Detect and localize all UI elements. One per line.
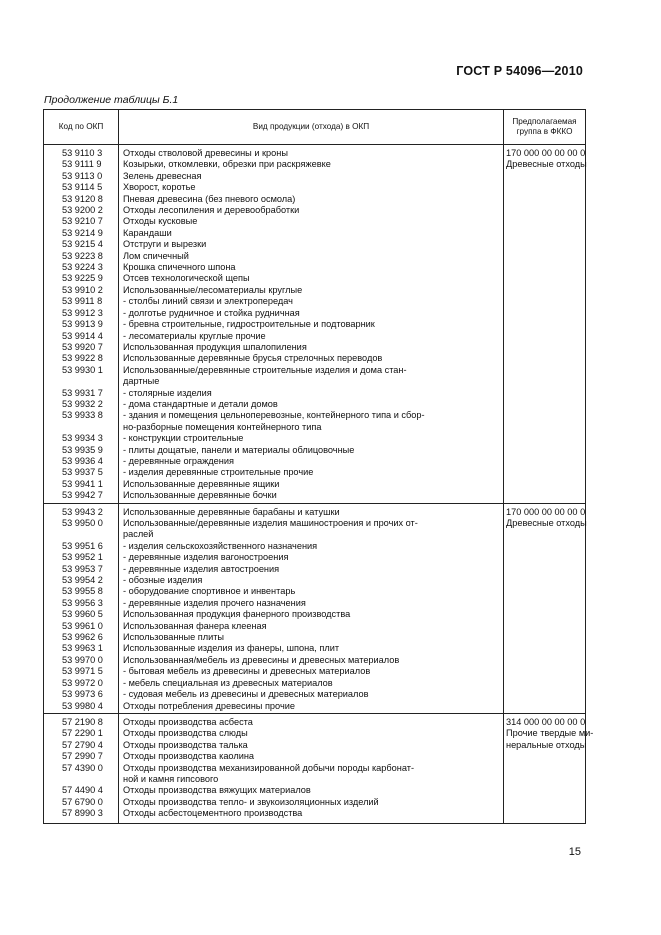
- cell-line: 53 9912 3: [62, 307, 103, 318]
- cell-line: Отсев технологической щепы: [123, 273, 250, 284]
- cell-line: 57 2790 4: [62, 739, 103, 750]
- cell-line: 53 9200 2: [62, 205, 103, 216]
- cell-line: 53 9110 3: [62, 148, 103, 158]
- cell-line: 57 4490 4: [62, 785, 103, 796]
- cell-line: - изделия сельскохозяйственного назначения: [123, 540, 318, 551]
- okp-table: [43, 109, 594, 824]
- cell-line: - изделия деревянные строительные прочие: [123, 467, 314, 478]
- cell-line: 53 9922 8: [62, 353, 103, 364]
- cell-line: Отходы производства талька: [123, 739, 248, 750]
- table-caption: Продолжение таблицы Б.1: [44, 94, 179, 106]
- cell-line: Древесные отходы: [506, 159, 587, 170]
- cell-line: Отходы производства каолина: [123, 751, 255, 762]
- cell-line: 53 9936 4: [62, 455, 103, 466]
- cell-line: но-разборные помещения контейнерного типа: [123, 421, 322, 432]
- cell-line: Хворост, коротье: [123, 182, 196, 193]
- cell-line: 53 9961 0: [62, 620, 103, 631]
- cell-line: - деревянные изделия прочего назначения: [123, 597, 306, 608]
- cell-line: - дома стандартные и детали домов: [123, 398, 278, 409]
- cell-line: - здания и помещения цельноперевозные, контейнерного типа и сбор-: [123, 410, 425, 421]
- table-row: [44, 713, 586, 823]
- cell-line: Использованные деревянные брусья стрелочных переводов: [123, 353, 383, 364]
- cell-line: Использованные/деревянные изделия машиностроения и прочих от-: [123, 518, 418, 528]
- cell-line: - столярные изделия: [123, 387, 212, 398]
- cell-line: 53 9931 7: [62, 387, 103, 398]
- cell-line: Отструги и вырезки: [123, 239, 207, 250]
- code-cell: [44, 503, 119, 713]
- cell-line: Карандаши: [123, 227, 172, 238]
- cell-line: Отходы производства слюды: [123, 728, 248, 739]
- cell-line: Зелень древесная: [123, 170, 202, 181]
- cell-line: 53 9120 8: [62, 193, 103, 204]
- table-group-3: [44, 713, 594, 823]
- cell-line: Использованная фанера клееная: [123, 620, 267, 631]
- cell-line: - долготье рудничное и стойка рудничная: [123, 307, 300, 318]
- cell-line: Использованные/лесоматериалы круглые: [123, 284, 303, 295]
- cell-line: 57 8990 3: [62, 808, 103, 819]
- cell-line: 53 9973 6: [62, 689, 103, 700]
- cell-line: 53 9214 9: [62, 227, 103, 238]
- cell-line: Использованная продукция фанерного производства: [123, 609, 351, 620]
- cell-line: - бытовая мебель из древесины и древесных материалов: [123, 666, 371, 677]
- page-number: 15: [568, 846, 581, 858]
- cell-line: - плиты дощатые, панели и материалы облицовочные: [123, 444, 355, 455]
- cell-line: Отходы потребления древесины прочие: [123, 700, 295, 711]
- cell-line: 53 9932 2: [62, 398, 103, 409]
- cell-line: Использованные деревянные ящики: [123, 478, 280, 489]
- cell-line: Лом спичечный: [123, 250, 189, 261]
- code-cell: [44, 145, 119, 504]
- cell-line: Пневая древесина (без пневого осмола): [123, 193, 296, 204]
- header-group: Предполагаемая группа в ФККО: [504, 110, 586, 145]
- table-header-row: [44, 110, 586, 145]
- cell-line: 53 9930 1: [62, 364, 103, 375]
- cell-line: 53 9225 9: [62, 273, 103, 284]
- cell-line: раслей: [123, 529, 154, 540]
- cell-line: Отходы стволовой древесины и кроны: [123, 148, 288, 158]
- table-group-1: [44, 145, 586, 504]
- cell-line: 53 9972 0: [62, 677, 103, 688]
- header-code: Код по ОКП: [44, 110, 119, 145]
- cell-line: 53 9962 6: [62, 632, 103, 643]
- cell-line: дартные: [123, 376, 160, 387]
- cell-line: - деревянные ограждения: [123, 455, 234, 466]
- cell-line: 53 9955 8: [62, 586, 103, 597]
- header-name: Вид продукции (отхода) в ОКП: [119, 110, 504, 145]
- cell-line: 57 2990 7: [62, 751, 103, 762]
- cell-line: 170 000 00 00 00 0: [506, 148, 586, 158]
- cell-line: 57 6790 0: [62, 796, 103, 807]
- cell-line: - конструкции строительные: [123, 433, 244, 444]
- cell-line: Использованная/мебель из древесины и древесных материалов: [123, 654, 400, 665]
- cell-line: Прочие твердые ми-: [506, 728, 594, 739]
- cell-line: 53 9920 7: [62, 341, 103, 352]
- cell-line: Крошка спичечного шпона: [123, 262, 236, 273]
- cell-line: 53 9910 2: [62, 284, 103, 295]
- fkko-group-cell: [504, 713, 594, 823]
- cell-line: 53 9971 5: [62, 666, 103, 677]
- name-cell: [119, 503, 504, 713]
- cell-line: 53 9952 1: [62, 552, 103, 563]
- cell-line: 53 9223 8: [62, 250, 103, 261]
- table-group-2: [44, 503, 586, 713]
- standard-number: ГОСТ Р 54096—2010: [456, 64, 583, 78]
- cell-line: неральные отходы: [506, 739, 587, 750]
- cell-line: 53 9933 8: [62, 410, 103, 421]
- cell-line: [62, 422, 116, 433]
- cell-line: 57 2290 1: [62, 728, 103, 739]
- cell-line: - лесоматериалы круглые прочие: [123, 330, 266, 341]
- cell-line: Использованные изделия из фанеры, шпона, плит: [123, 643, 340, 654]
- cell-line: Отходы производства асбеста: [123, 716, 253, 727]
- cell-line: - оборудование спортивное и инвентарь: [123, 586, 296, 597]
- cell-line: 53 9950 0: [62, 518, 103, 528]
- cell-line: Отходы асбестоцементного производства: [123, 808, 303, 819]
- table-row: [44, 503, 586, 713]
- cell-line: - судовая мебель из древесины и древесных материалов: [123, 689, 369, 700]
- cell-line: - деревянные изделия вагоностроения: [123, 552, 289, 563]
- cell-line: [62, 529, 116, 540]
- cell-line: 53 9114 5: [62, 182, 103, 193]
- cell-line: 53 9942 7: [62, 490, 103, 501]
- table-row: [44, 145, 586, 504]
- cell-line: 53 9956 3: [62, 597, 103, 608]
- cell-line: 53 9980 4: [62, 700, 103, 711]
- cell-line: Древесные отходы: [506, 518, 587, 528]
- cell-line: Использованная продукция шпалопиления: [123, 341, 307, 352]
- cell-line: 53 9943 2: [62, 506, 103, 517]
- cell-line: [62, 376, 116, 387]
- cell-line: 53 9914 4: [62, 330, 103, 341]
- cell-line: Отходы кусковые: [123, 216, 198, 227]
- cell-line: 53 9953 7: [62, 563, 103, 574]
- cell-line: Отходы производства механизированной добычи породы карбонат-: [123, 762, 415, 773]
- cell-line: [62, 774, 116, 785]
- cell-line: Отходы производства вяжущих материалов: [123, 785, 311, 796]
- cell-line: Использованные деревянные бочки: [123, 490, 277, 501]
- cell-line: - столбы линий связи и электропередач: [123, 296, 293, 307]
- name-cell: [119, 145, 504, 504]
- cell-line: Отходы лесопиления и деревообработки: [123, 205, 300, 216]
- cell-line: 53 9911 8: [62, 296, 103, 307]
- cell-line: 53 9935 9: [62, 444, 103, 455]
- cell-line: - бревна строительные, гидростроительные и подтоварник: [123, 319, 375, 330]
- cell-line: Козырьки, откомлевки, обрезки при раскряжевке: [123, 159, 331, 170]
- cell-line: 53 9210 7: [62, 216, 103, 227]
- cell-line: 53 9215 4: [62, 239, 103, 250]
- cell-line: - мебель специальная из древесных материалов: [123, 677, 333, 688]
- cell-line: 53 9934 3: [62, 433, 103, 444]
- code-cell: [44, 713, 119, 823]
- cell-line: 53 9113 0: [62, 170, 103, 181]
- cell-line: Использованные/деревянные строительные изделия и дома стан-: [123, 364, 407, 375]
- cell-line: 53 9941 1: [62, 478, 103, 489]
- cell-line: - деревянные изделия автостроения: [123, 563, 280, 574]
- cell-line: 53 9970 0: [62, 654, 103, 665]
- cell-line: 53 9224 3: [62, 262, 103, 273]
- cell-line: ной и камня гипсового: [123, 773, 219, 784]
- cell-line: Использованные деревянные барабаны и катушки: [123, 506, 340, 517]
- cell-line: 170 000 00 00 00 0: [506, 506, 586, 517]
- cell-line: 314 000 00 00 00 0: [506, 716, 586, 727]
- cell-line: Отходы производства тепло- и звукоизоляционных изделий: [123, 796, 379, 807]
- cell-line: Использованные плиты: [123, 632, 225, 643]
- cell-line: 53 9951 6: [62, 540, 103, 551]
- cell-line: 53 9960 5: [62, 609, 103, 620]
- cell-line: 53 9954 2: [62, 575, 103, 586]
- cell-line: - обозные изделия: [123, 575, 203, 586]
- name-cell: [119, 713, 504, 823]
- fkko-group-cell: [504, 503, 586, 713]
- cell-line: 57 2190 8: [62, 716, 103, 727]
- cell-line: 53 9111 9: [62, 159, 102, 170]
- cell-line: 57 4390 0: [62, 762, 103, 773]
- cell-line: 53 9963 1: [62, 643, 103, 654]
- fkko-group-cell: [504, 145, 586, 504]
- cell-line: 53 9937 5: [62, 467, 103, 478]
- cell-line: 53 9913 9: [62, 319, 103, 330]
